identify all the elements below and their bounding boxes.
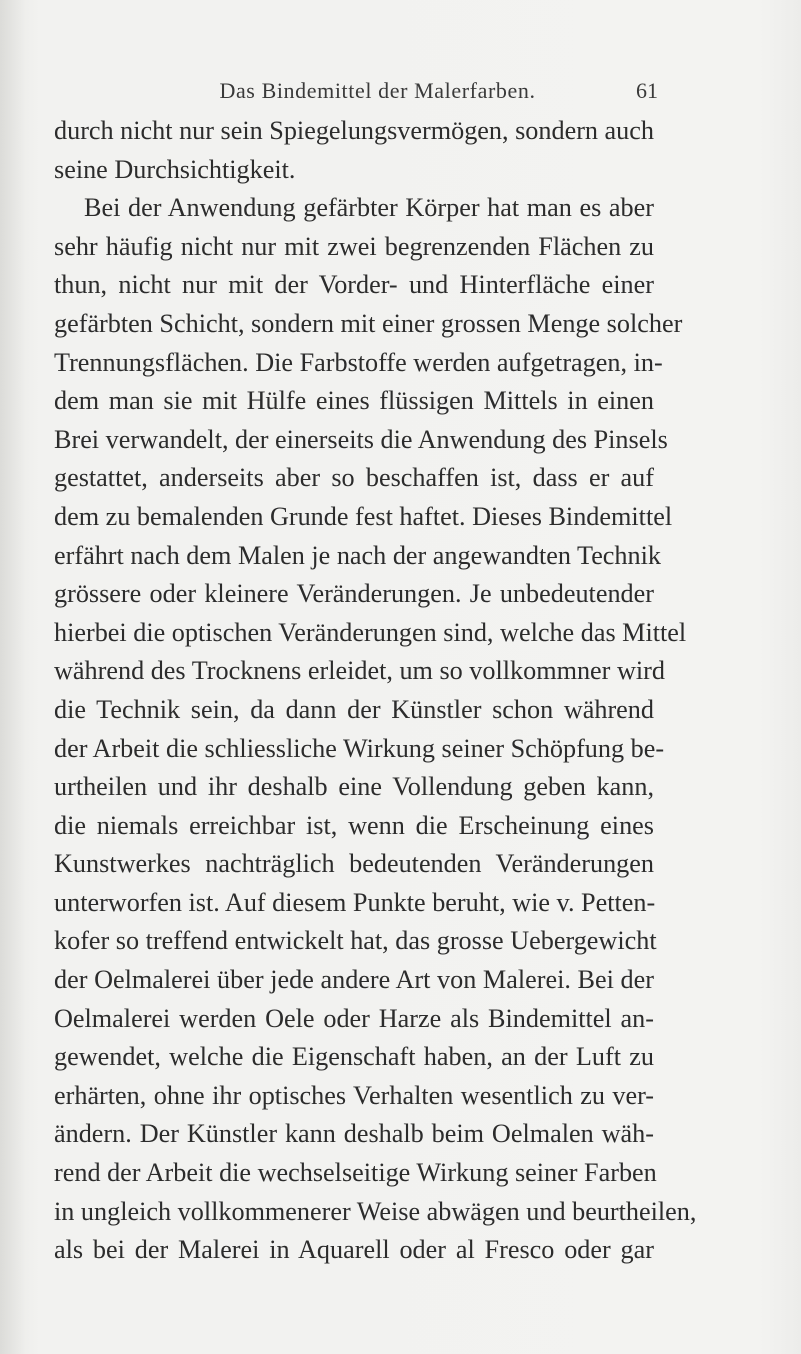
text-line: Oelmalerei werden Oele oder Harze als Bindemittel an- — [54, 1003, 654, 1033]
text-line: thun, nicht nur mit der Vorder- und Hinterfläche einer — [54, 270, 654, 300]
text-line: rend der Arbeit die wechselseitige Wirkung seiner Farben — [54, 1158, 657, 1188]
text-line: die Technik sein, da dann der Künstler schon während — [54, 694, 654, 724]
text-line: während des Trocknens erleidet, um so vollkommner wird — [54, 656, 665, 686]
text-line: Brei verwandelt, der einerseits die Anwendung des Pinsels — [54, 424, 668, 454]
text-line: erfährt nach dem Malen je nach der angewandten Technik — [54, 540, 661, 570]
page-number: 61 — [636, 78, 658, 103]
text-line: gestattet, anderseits aber so beschaffen ist, dass er auf — [54, 463, 654, 493]
text-line: die niemals erreichbar ist, wenn die Erscheinung eines — [54, 810, 654, 840]
text-line: der Arbeit die schliessliche Wirkung seiner Schöpfung be- — [54, 733, 665, 763]
text-line: urtheilen und ihr deshalb eine Vollendung geben kann, — [54, 772, 654, 802]
text-line: kofer so treffend entwickelt hat, das grosse Uebergewicht — [54, 926, 657, 956]
body-text — [54, 112, 697, 1270]
text-line: ändern. Der Künstler kann deshalb beim Oelmalen wäh- — [54, 1119, 654, 1149]
text-line: dem man sie mit Hülfe eines flüssigen Mittels in einen — [54, 386, 654, 416]
page-gutter-shadow — [0, 0, 26, 1354]
text-line: Kunstwerkes nachträglich bedeutenden Veränderungen — [54, 849, 654, 879]
text-line: gefärbten Schicht, sondern mit einer grossen Menge solcher — [54, 308, 683, 338]
text-line: Bei der Anwendung gefärbter Körper hat man es aber — [84, 193, 654, 223]
text-line: durch nicht nur sein Spiegelungsvermögen, sondern auch — [54, 116, 654, 145]
text-line: Trennungsflächen. Die Farbstoffe werden aufgetragen, in- — [54, 347, 663, 377]
text-line: dem zu bemalenden Grunde fest haftet. Dieses Bindemittel — [54, 501, 673, 531]
text-line: seine Durchsichtigkeit. — [54, 154, 296, 184]
text-line: unterworfen ist. Auf diesem Punkte beruht, wie v. Petten- — [54, 887, 656, 917]
text-line: als bei der Malerei in Aquarell oder al Fresco oder gar — [54, 1235, 654, 1265]
text-line: erhärten, ohne ihr optisches Verhalten wesentlich zu ver- — [54, 1080, 654, 1110]
text-line: gewendet, welche die Eigenschaft haben, an der Luft zu — [54, 1042, 654, 1072]
text-line: hierbei die optischen Veränderungen sind, welche das Mittel — [54, 617, 687, 647]
text-line: grössere oder kleinere Veränderungen. Je unbedeutender — [54, 579, 654, 609]
running-header — [0, 78, 801, 108]
text-line: sehr häufig nicht nur mit zwei begrenzenden Flächen zu — [54, 231, 654, 261]
text-line: der Oelmalerei über jede andere Art von Malerei. Bei der — [54, 965, 654, 995]
running-header-title: Das Bindemittel der Malerfarben. — [219, 78, 536, 103]
text-line: in ungleich vollkommenerer Weise abwägen und beurtheilen, — [54, 1196, 697, 1226]
